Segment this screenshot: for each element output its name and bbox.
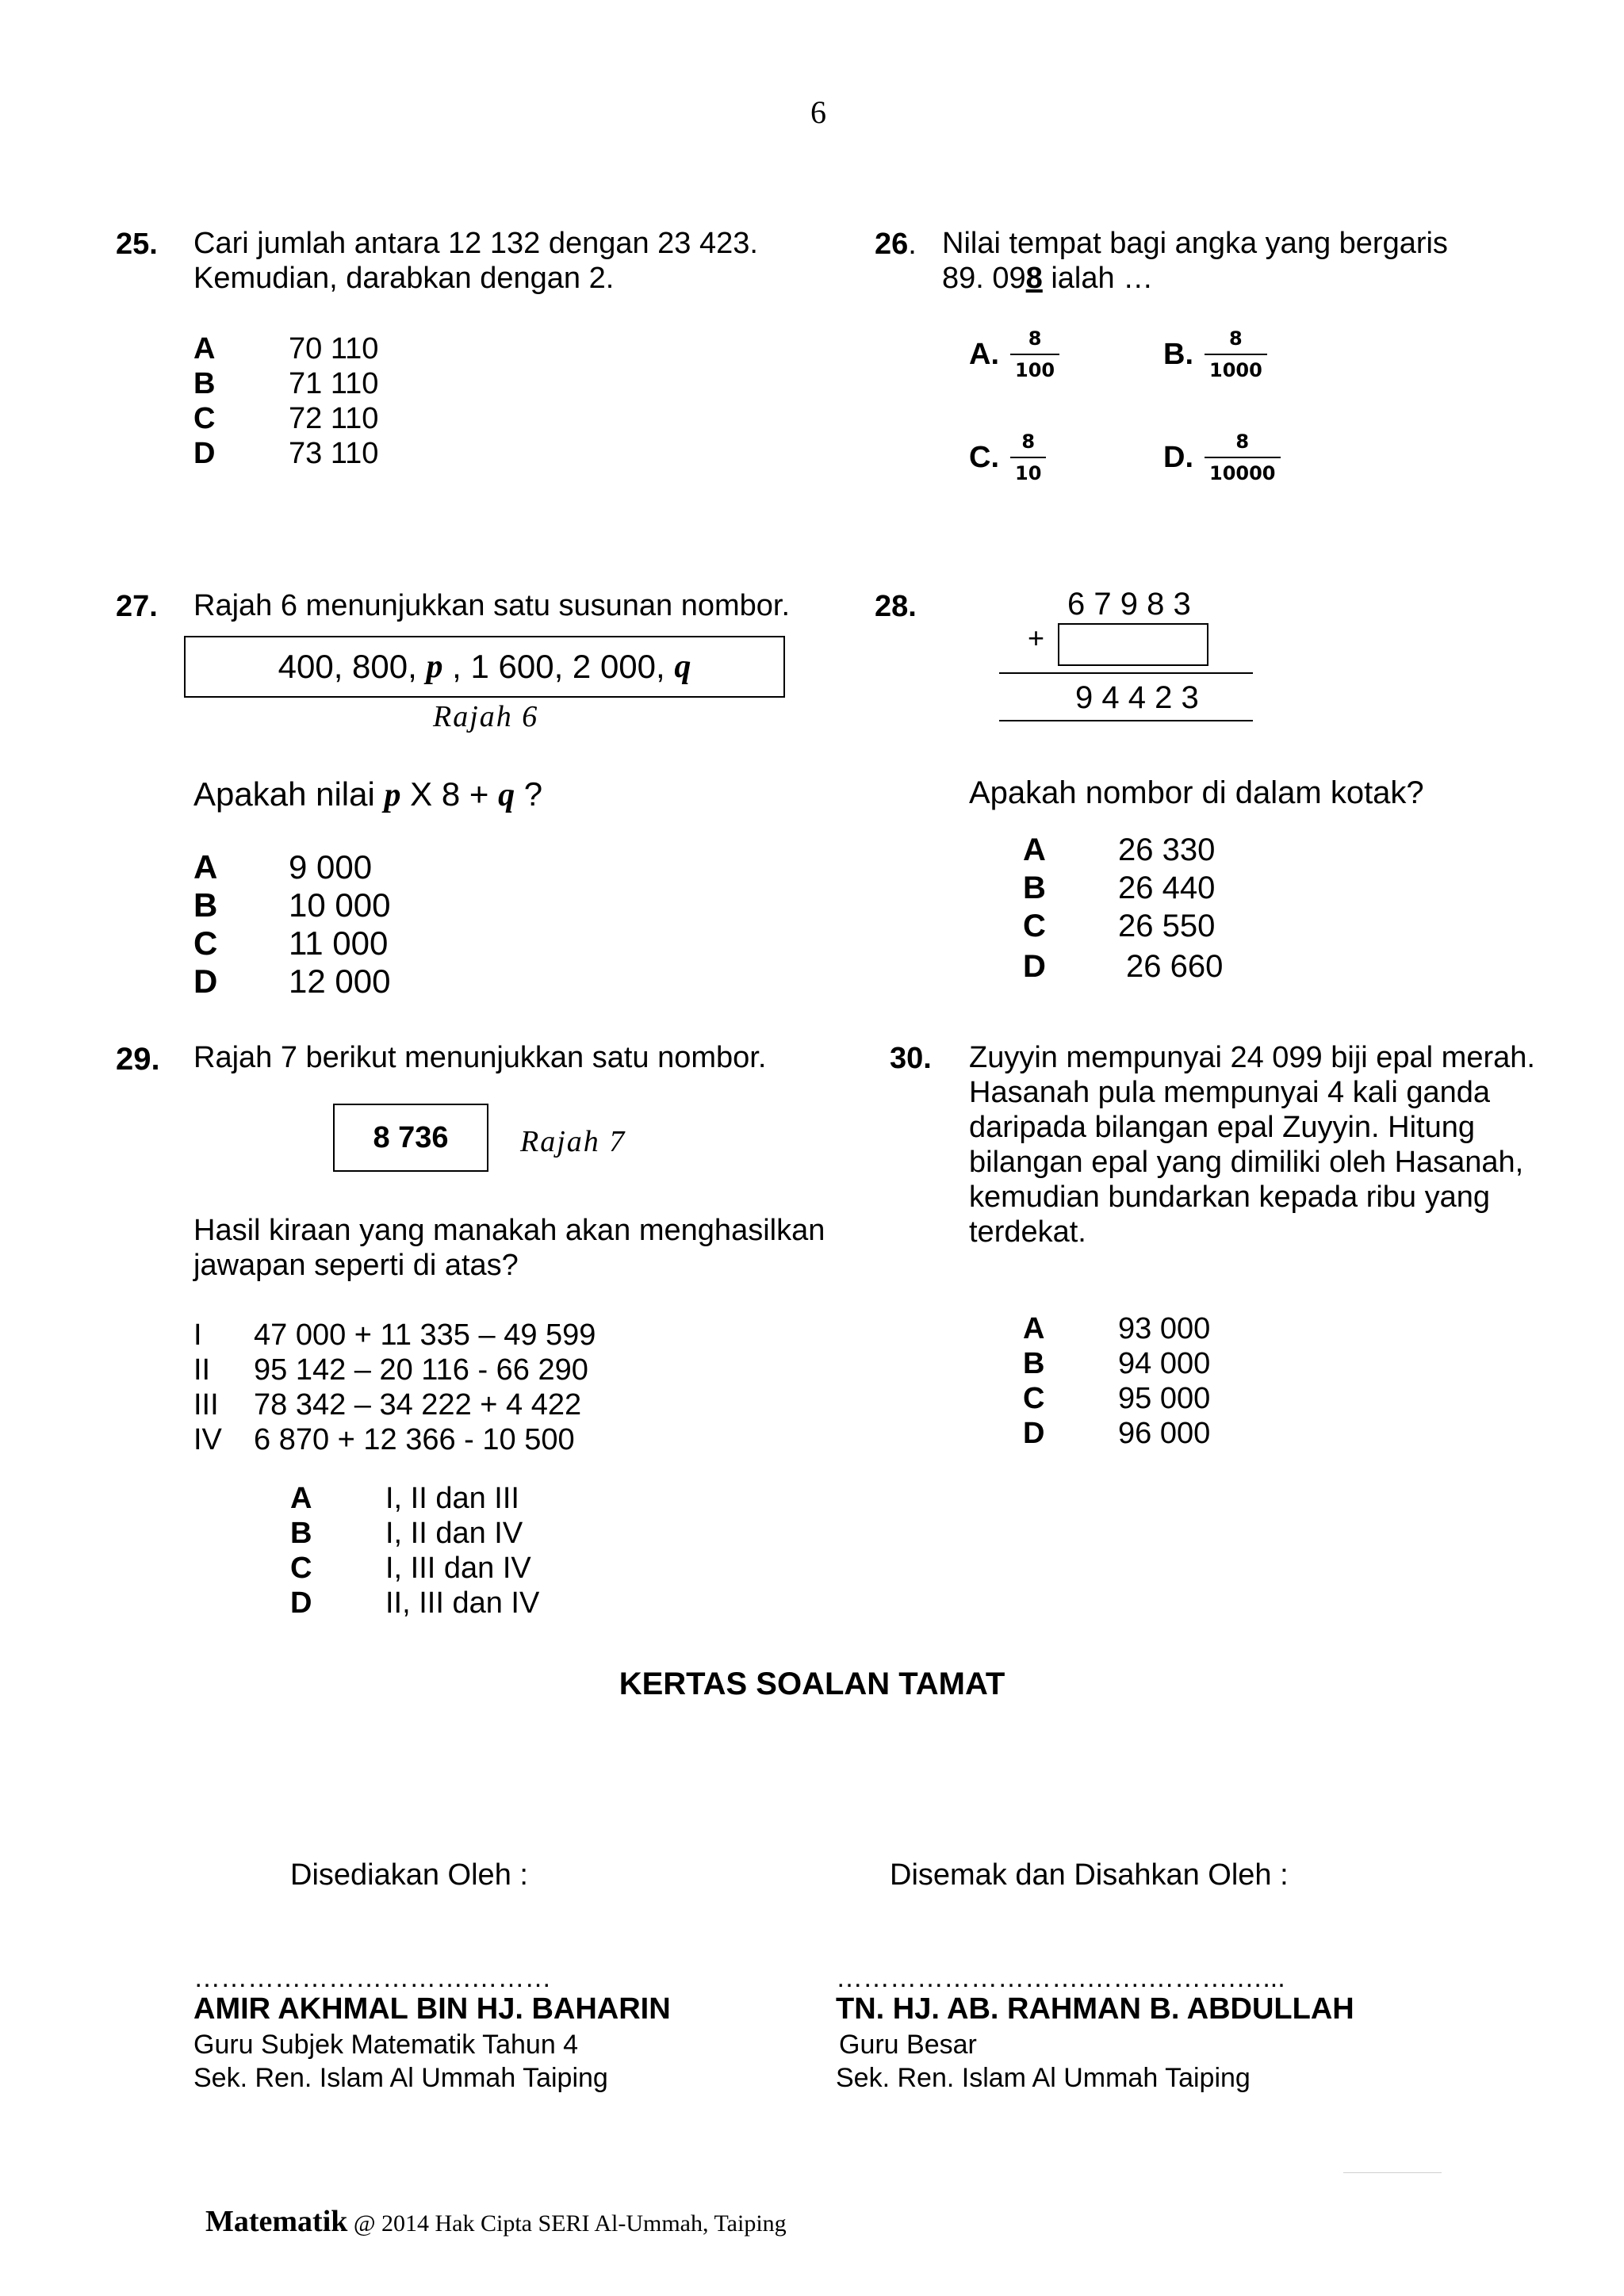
- q27-number: 27.: [116, 590, 158, 623]
- option-text: 10 000: [289, 886, 391, 924]
- teacher-name: AMIR AKHMAL BIN HJ. BAHARIN: [193, 1992, 671, 2026]
- q28-result: 9 4 4 2 3: [1075, 680, 1199, 715]
- q28-option-d[interactable]: [1023, 945, 1223, 988]
- option-text: 12 000: [289, 962, 391, 1000]
- variable-p: p: [384, 777, 401, 813]
- statement-text: 6 870 + 12 366 - 10 500: [254, 1423, 575, 1456]
- fraction-denominator: 10000: [1205, 457, 1281, 485]
- page-number: 6: [810, 94, 826, 130]
- q27-question: [193, 775, 542, 814]
- statement-text: 78 342 – 34 222 + 4 422: [254, 1388, 582, 1422]
- q29-caption: Rajah 7: [520, 1125, 626, 1158]
- q26-option-c[interactable]: [969, 430, 1046, 485]
- q26-line-2-suffix: ialah …: [1042, 262, 1154, 295]
- q28-number: 28.: [875, 590, 917, 623]
- q29-number-box: 8 736: [333, 1104, 488, 1172]
- option-letter: C: [290, 1552, 312, 1585]
- sequence-part: 400, 800,: [278, 648, 427, 685]
- option-letter: A: [290, 1482, 312, 1515]
- option-letter: D.: [1163, 440, 1193, 474]
- option-text: 26 660: [1126, 948, 1224, 984]
- roman-numeral: III: [193, 1388, 219, 1422]
- q26-number: [875, 228, 917, 262]
- q30-option-a[interactable]: [1023, 1311, 1210, 1346]
- q25-option-d[interactable]: [193, 436, 378, 471]
- option-letter: A: [1023, 1312, 1045, 1345]
- checked-by-label: Disemak dan Disahkan Oleh :: [890, 1858, 1289, 1892]
- fraction: [1010, 430, 1046, 485]
- checked-by-block: [836, 1963, 1354, 2095]
- option-letter: B: [1023, 1347, 1045, 1380]
- q25-line-2: Kemudian, darabkan dengan 2.: [193, 262, 615, 295]
- q25-option-b[interactable]: [193, 366, 378, 401]
- q28-plus-sign: +: [1028, 622, 1045, 654]
- statement-text: 95 142 – 20 116 - 66 290: [254, 1353, 588, 1387]
- q30-options: [1023, 1311, 1210, 1451]
- sequence-part: , 1 600, 2 000,: [442, 648, 675, 685]
- option-text: I, II dan IV: [385, 1517, 523, 1550]
- q27-option-a[interactable]: [193, 848, 390, 886]
- q30-line-6: terdekat.: [969, 1215, 1086, 1249]
- q29-question-line-2: jawapan seperti di atas?: [193, 1249, 519, 1282]
- end-of-paper-title: KERTAS SOALAN TAMAT: [619, 1667, 1005, 1701]
- option-text: 71 110: [289, 367, 379, 400]
- q28-option-b[interactable]: [1023, 869, 1223, 907]
- variable-q: q: [498, 777, 515, 813]
- footer: [193, 2177, 787, 2239]
- q30-line-1: Zuyyin mempunyai 24 099 biji epal merah.: [969, 1041, 1535, 1074]
- q26-option-d[interactable]: [1163, 430, 1281, 485]
- q30-line-4: bilangan epal yang dimiliki oleh Hasanah,: [969, 1146, 1524, 1179]
- option-letter: C: [1023, 908, 1046, 943]
- question-part: X 8 +: [400, 775, 499, 813]
- fraction-denominator: 100: [1010, 354, 1059, 382]
- option-text: 70 110: [289, 332, 379, 365]
- q25-option-c[interactable]: [193, 401, 378, 436]
- option-letter: A: [193, 332, 216, 365]
- roman-numeral: II: [193, 1353, 211, 1387]
- option-letter: A: [193, 848, 218, 886]
- prepared-by-label: Disediakan Oleh :: [290, 1858, 528, 1892]
- option-letter: A: [1023, 832, 1046, 867]
- footer-faint-line: [1343, 2172, 1442, 2173]
- fraction-numerator: 8: [1021, 430, 1036, 453]
- option-letter: B: [193, 886, 218, 924]
- fraction-numerator: 8: [1028, 327, 1042, 350]
- q25-line-1: Cari jumlah antara 12 132 dengan 23 423.: [193, 227, 758, 260]
- option-letter: C.: [969, 440, 999, 474]
- q30-line-5: kemudian bundarkan kepada ribu yang: [969, 1181, 1491, 1214]
- fraction: [1205, 430, 1281, 485]
- q26-option-a[interactable]: [969, 327, 1059, 382]
- option-text: II, III dan IV: [385, 1586, 540, 1620]
- option-letter: B.: [1163, 337, 1193, 371]
- fraction-numerator: 8: [1229, 327, 1243, 350]
- q29-statement-iii: [193, 1387, 596, 1422]
- q28-answer-box[interactable]: [1058, 623, 1208, 666]
- option-text: 11 000: [289, 924, 389, 962]
- q26-option-b[interactable]: [1163, 327, 1267, 382]
- statement-text: 47 000 + 11 335 – 49 599: [254, 1318, 596, 1352]
- q25-options: [193, 331, 378, 471]
- q30-option-b[interactable]: [1023, 1346, 1210, 1381]
- q27-intro: Rajah 6 menunjukkan satu susunan nombor.: [193, 589, 791, 622]
- q29-intro: Rajah 7 berikut menunjukkan satu nombor.: [193, 1041, 767, 1074]
- q30-line-3: daripada bilangan epal Zuyyin. Hitung: [969, 1111, 1475, 1144]
- option-text: 26 550: [1118, 908, 1216, 943]
- option-letter: D: [1023, 948, 1046, 984]
- fraction: [1205, 327, 1267, 382]
- q25-number: 25.: [116, 228, 158, 261]
- teacher-role: Guru Subjek Matematik Tahun 4: [193, 2030, 579, 2060]
- option-text: 72 110: [289, 402, 379, 435]
- variable-q: q: [674, 649, 691, 685]
- q30-option-d[interactable]: [1023, 1416, 1210, 1451]
- q30-option-c[interactable]: [1023, 1381, 1210, 1416]
- q27-option-d[interactable]: [193, 962, 390, 1001]
- q26-number-prefix: 89. 09: [942, 262, 1026, 295]
- option-text: 73 110: [289, 437, 379, 470]
- q29-number: 29.: [116, 1042, 160, 1077]
- footer-subject: Matematik: [205, 2205, 348, 2238]
- q28-sum-line: [999, 672, 1253, 674]
- school-name: Sek. Ren. Islam Al Ummah Taiping: [193, 2063, 608, 2093]
- q28-result-line: [999, 720, 1253, 721]
- q27-option-b[interactable]: [193, 886, 390, 924]
- q28-question: Apakah nombor di dalam kotak?: [969, 775, 1424, 810]
- q27-options: [193, 848, 390, 1001]
- prepared-by-block: [193, 1963, 671, 2095]
- variable-p: p: [426, 649, 443, 685]
- footer-copyright: @ 2014 Hak Cipta SERI Al-Ummah, Taiping: [347, 2210, 787, 2237]
- q28-top-number: 6 7 9 8 3: [1067, 587, 1191, 622]
- school-name: Sek. Ren. Islam Al Ummah Taiping: [836, 2063, 1251, 2093]
- headmaster-role: Guru Besar: [839, 2030, 977, 2060]
- option-letter: C: [193, 924, 218, 962]
- option-letter: A.: [969, 337, 999, 371]
- option-text: 9 000: [289, 848, 373, 886]
- option-text: 96 000: [1118, 1417, 1211, 1450]
- q30-number: 30.: [890, 1042, 932, 1075]
- q25-option-a[interactable]: [193, 331, 378, 366]
- q29-question-line-1: Hasil kiraan yang manakah akan menghasilkan: [193, 1214, 825, 1247]
- roman-numeral: I: [193, 1318, 202, 1352]
- q26-underlined-digit: 8: [1025, 262, 1043, 295]
- roman-numeral: IV: [193, 1423, 222, 1456]
- q29-option-b[interactable]: [290, 1516, 539, 1551]
- q26-text: [942, 226, 1448, 296]
- q29-statements: [193, 1318, 596, 1457]
- q30-text: [969, 1040, 1535, 1249]
- headmaster-name: TN. HJ. AB. RAHMAN B. ABDULLAH: [836, 1992, 1354, 2026]
- q26-line-1: Nilai tempat bagi angka yang bergaris: [942, 227, 1448, 260]
- option-letter: D: [290, 1586, 312, 1620]
- option-letter: C: [193, 402, 216, 435]
- fraction-denominator: 1000: [1205, 354, 1267, 382]
- option-text: 26 330: [1118, 832, 1216, 867]
- question-part: Apakah nilai: [193, 775, 385, 813]
- q26-line-2: [942, 261, 1448, 296]
- option-letter: B: [290, 1517, 312, 1550]
- q26-number-digits: 26: [875, 228, 909, 261]
- signature-dots: ………………………….………: [193, 1963, 552, 1993]
- q30-line-2: Hasanah pula mempunyai 4 kali ganda: [969, 1076, 1490, 1109]
- q27-option-c[interactable]: [193, 924, 390, 962]
- signature-dots: ……………………….…….……….…...: [836, 1963, 1285, 1993]
- option-text: 26 440: [1118, 870, 1216, 905]
- option-letter: B: [1023, 870, 1046, 905]
- fraction-denominator: 10: [1010, 457, 1046, 485]
- option-text: 95 000: [1118, 1382, 1211, 1415]
- fraction-numerator: 8: [1235, 430, 1250, 453]
- q25-text: [193, 226, 758, 296]
- q29-option-c[interactable]: [290, 1551, 539, 1586]
- option-text: 94 000: [1118, 1347, 1211, 1380]
- q29-options: [290, 1481, 539, 1621]
- q27-sequence-box: [184, 636, 785, 698]
- option-letter: B: [193, 367, 216, 400]
- option-letter: D: [193, 437, 216, 470]
- q29-option-d[interactable]: [290, 1586, 539, 1621]
- option-text: I, III dan IV: [385, 1552, 531, 1585]
- option-letter: D: [1023, 1417, 1045, 1450]
- q29-statement-i: [193, 1318, 596, 1353]
- q29-option-a[interactable]: [290, 1481, 539, 1516]
- option-letter: C: [1023, 1382, 1045, 1415]
- q29-question: [193, 1213, 825, 1283]
- q28-option-a[interactable]: [1023, 831, 1223, 869]
- option-text: I, II dan III: [385, 1482, 519, 1515]
- q28-options: [1023, 831, 1223, 988]
- option-letter: D: [193, 962, 218, 1000]
- q28-option-c[interactable]: [1023, 907, 1223, 945]
- option-text: 93 000: [1118, 1312, 1211, 1345]
- fraction: [1010, 327, 1059, 382]
- q29-statement-ii: [193, 1353, 596, 1387]
- q26-number-dot: .: [908, 228, 917, 261]
- question-part: ?: [515, 775, 543, 813]
- q27-caption: Rajah 6: [433, 700, 539, 733]
- q29-statement-iv: [193, 1422, 596, 1457]
